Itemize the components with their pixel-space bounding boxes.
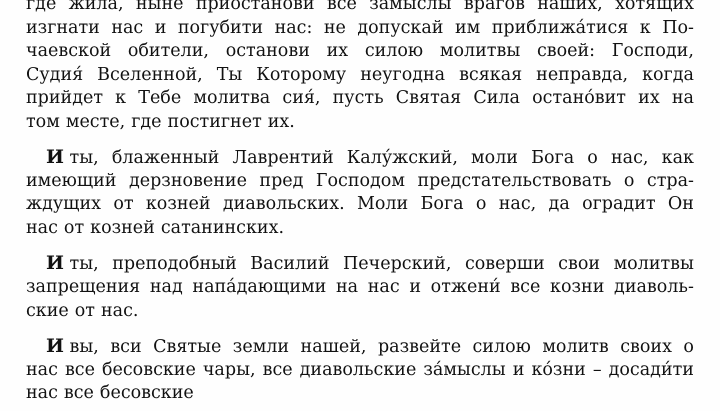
word: диавольских.: [222, 194, 345, 215]
word: стра-: [646, 170, 694, 191]
word: молитвы: [439, 41, 521, 62]
word: все: [262, 359, 293, 380]
word: бесовские: [99, 383, 194, 404]
word: Святые: [153, 337, 222, 358]
word: бесовские: [101, 359, 196, 380]
word: отжени́: [430, 277, 501, 298]
word: –: [592, 359, 602, 380]
word: земли: [232, 337, 290, 358]
word: ждущих: [26, 194, 101, 215]
word: нас,: [611, 148, 649, 169]
word: дерзновение: [128, 170, 247, 191]
text-line: [26, 252, 694, 276]
text-line: [26, 193, 694, 217]
word: молитв: [542, 337, 609, 358]
word: на: [671, 88, 694, 109]
word: приостанови: [195, 0, 315, 14]
text-line: [26, 17, 694, 41]
word: запрещения: [26, 277, 141, 298]
word: напа́дающими: [192, 277, 327, 298]
word: где: [131, 111, 162, 132]
word: их.: [267, 111, 295, 132]
paragraph: [26, 0, 694, 134]
word: вси: [110, 337, 142, 358]
word: своей:: [536, 41, 596, 62]
word: ские: [26, 300, 69, 321]
word: предстательствовать: [417, 170, 612, 191]
word: обители,: [127, 41, 209, 62]
word: ныне: [135, 0, 184, 14]
word: нас: [111, 17, 144, 38]
word: молитва: [193, 88, 271, 109]
word: пусть: [332, 88, 384, 109]
drop-initial: И: [46, 335, 64, 358]
word: досади́ти: [608, 359, 694, 380]
word: нашей,: [300, 337, 367, 358]
word: Вселенной,: [97, 64, 203, 85]
word: как: [661, 148, 694, 169]
word: диавольские: [299, 359, 417, 380]
word: погубити: [177, 17, 264, 38]
word: Калу́жский,: [346, 148, 458, 169]
word: козней: [145, 194, 211, 215]
word: о: [623, 170, 635, 191]
word: Судия́: [26, 64, 84, 85]
drop-initial: И: [46, 252, 64, 275]
word: И вы,: [46, 335, 99, 358]
word: нас: [26, 383, 58, 404]
text-line: [26, 87, 694, 111]
word: Господи,: [611, 41, 694, 62]
text-line: [26, 382, 694, 406]
word: По-: [662, 17, 694, 38]
word: Тебе: [138, 88, 182, 109]
word: моли: [471, 148, 518, 169]
word: диаволь-: [614, 277, 694, 298]
word: развейте: [377, 337, 462, 358]
word: том: [26, 111, 60, 132]
word: о: [475, 194, 487, 215]
text-line: [26, 300, 694, 324]
word: нас: [26, 359, 58, 380]
prayer-text: [26, 0, 694, 406]
word: все: [510, 277, 541, 298]
word: соверши: [464, 254, 545, 275]
text-line: [26, 335, 694, 359]
word: молитвы: [613, 254, 694, 275]
word: все: [63, 383, 94, 404]
word: всякая: [459, 64, 523, 85]
word: постигнет: [167, 111, 262, 132]
word: к: [639, 17, 651, 38]
word: о: [587, 148, 598, 169]
word: Бога: [420, 194, 464, 215]
word: свои: [558, 254, 601, 275]
word: нас:: [274, 17, 313, 38]
text-line: [26, 276, 694, 300]
word: силою: [472, 337, 531, 358]
text-line: [26, 40, 694, 64]
word: нас: [26, 217, 58, 238]
word: все: [326, 0, 357, 14]
paragraph: [26, 252, 694, 323]
text-line: [26, 146, 694, 170]
paragraph-gap: [26, 134, 694, 146]
word: Он: [667, 194, 694, 215]
paragraph: [26, 146, 694, 240]
word: И ты,: [46, 146, 99, 169]
word: замыслы: [369, 0, 452, 14]
paragraph-gap: [26, 240, 694, 252]
word: неугодна: [360, 64, 446, 85]
word: Ты: [216, 64, 243, 85]
word: когда: [642, 64, 694, 85]
word: на: [335, 277, 359, 298]
paragraph-gap: [26, 323, 694, 335]
word: Святая: [395, 88, 462, 109]
word: оградит: [582, 194, 656, 215]
text-line: [26, 0, 694, 17]
word: нас: [367, 277, 400, 298]
word: над: [149, 277, 183, 298]
word: их: [326, 41, 349, 62]
word: Василий: [250, 254, 330, 275]
word: Господом: [315, 170, 405, 191]
word: И ты,: [46, 252, 99, 275]
word: сия́,: [282, 88, 321, 109]
word: за́мыслы: [423, 359, 506, 380]
word: все: [64, 359, 95, 380]
text-line: [26, 217, 694, 241]
word: Бога: [531, 148, 575, 169]
word: их: [638, 88, 660, 109]
word: где: [26, 0, 57, 14]
word: неправда,: [536, 64, 629, 85]
word: козней: [90, 217, 155, 238]
word: ко́зни: [531, 359, 586, 380]
word: чаевской: [26, 41, 112, 62]
word: блаженный: [111, 148, 220, 169]
word: козни: [550, 277, 605, 298]
text-line: [26, 111, 694, 135]
word: приближа́тися: [491, 17, 629, 38]
word: врагов: [463, 0, 525, 14]
text-line: [26, 64, 694, 88]
word: останови: [225, 41, 310, 62]
word: прийдет: [26, 88, 104, 109]
word: остано́вит: [532, 88, 626, 109]
text-line: [26, 170, 694, 194]
word: и: [512, 359, 525, 380]
word: не: [323, 17, 346, 38]
word: допускай: [357, 17, 444, 38]
word: имеющий: [26, 170, 117, 191]
word: к: [115, 88, 127, 109]
word: нас.: [100, 300, 139, 321]
word: преподобный: [112, 254, 237, 275]
word: изгнати: [26, 17, 100, 38]
word: от: [74, 300, 95, 321]
word: от: [63, 217, 85, 238]
word: Сила: [473, 88, 520, 109]
word: нас,: [498, 194, 537, 215]
word: Лаврентий: [232, 148, 334, 169]
word: силою: [364, 41, 424, 62]
word: хотящих: [615, 0, 694, 14]
paragraph: [26, 335, 694, 406]
drop-initial: И: [46, 146, 64, 169]
word: своих: [620, 337, 672, 358]
word: Моли: [356, 194, 409, 215]
word: Которому: [256, 64, 347, 85]
word: месте,: [65, 111, 126, 132]
text-line: [26, 359, 694, 383]
word: Печерский,: [343, 254, 452, 275]
word: и: [154, 17, 167, 38]
word: и: [409, 277, 421, 298]
word: наших,: [537, 0, 603, 14]
word: пред: [259, 170, 304, 191]
word: о: [683, 337, 694, 358]
word: чары,: [202, 359, 256, 380]
word: от: [113, 194, 134, 215]
word: да: [548, 194, 570, 215]
word: им: [454, 17, 481, 38]
word: сатанинских.: [160, 217, 285, 238]
word: жила,: [68, 0, 124, 14]
